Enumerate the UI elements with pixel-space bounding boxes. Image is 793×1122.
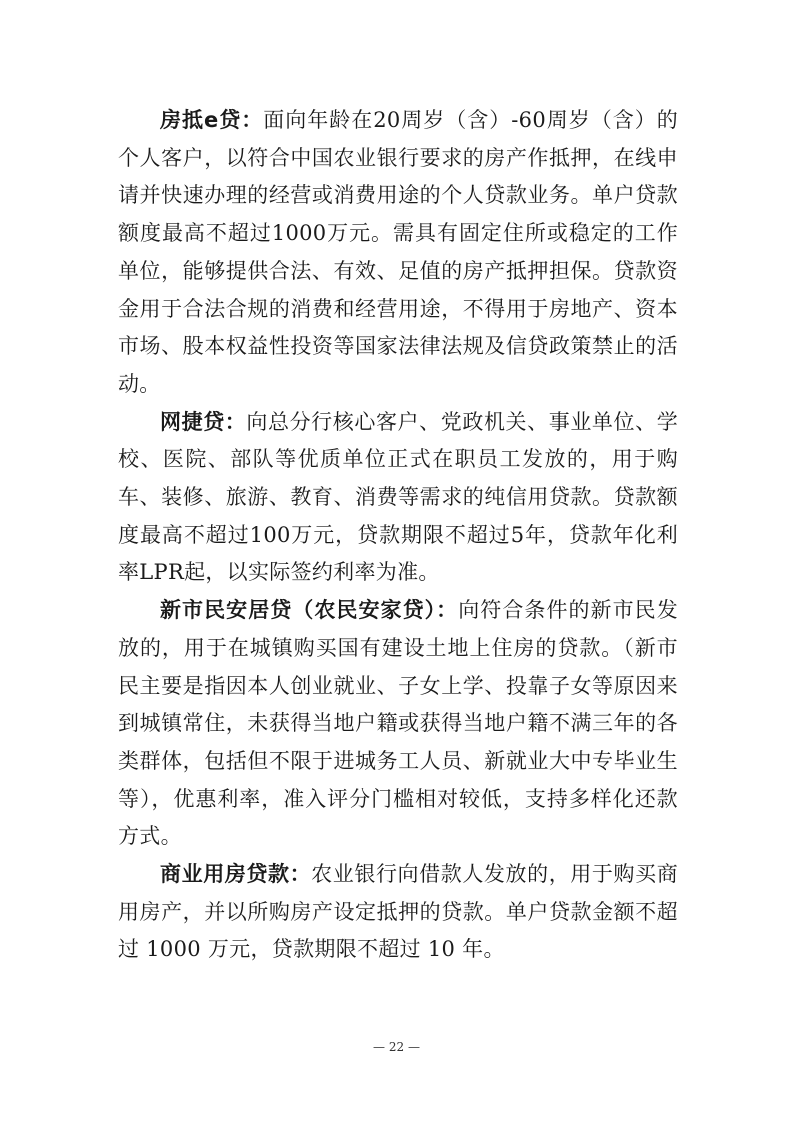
product-description: 向总分行核心客户、党政机关、事业单位、学校、医院、部队等优质单位正式在职员工发放的，用于购车、装修、旅游、教育、消费等需求的纯信用贷款。贷款额度最高不超过100万元，贷款期限不超过5年，贷款年化利率LPR起，以实际签约利率为准。 xyxy=(118,409,679,585)
product-paragraph-wangjie-dai xyxy=(118,404,678,593)
product-description: 向符合条件的新市民发放的，用于在城镇购买国有建设土地上住房的贷款。（新市民主要是指因本人创业就业、子女上学、投靠子女等原因来到城镇常住，未获得当地户籍或获得当地户籍不满三年的各类群体，包括但不限于进城务工人员、新就业大中专毕业生等），优惠利率，准入评分门槛相对较低，支持多样化还款方式。 xyxy=(118,598,679,849)
document-body xyxy=(118,102,678,969)
product-term: 新市民安居贷（农民安家贷）： xyxy=(160,598,459,623)
product-description: 面向年龄在20周岁（含）-60周岁（含）的个人客户，以符合中国农业银行要求的房产作抵押，在线申请并快速办理的经营或消费用途的个人贷款业务。单户贷款额度最高不超过1000万元。需具有固定住所或稳定的工作单位，能够提供合法、有效、足值的房产抵押担保。贷款资金用于合法合规的消费和经营用途，不得用于房地产、资本市场、股本权益性投资等国家法律法规及信贷政策禁止的活动。 xyxy=(118,108,678,396)
product-paragraph-shangye-yongfang-daikuan xyxy=(118,856,678,969)
product-paragraph-fangdi-e-dai xyxy=(118,102,678,404)
product-paragraph-xinshimin-anju-dai xyxy=(118,592,678,856)
product-description: 农业银行向借款人发放的，用于购买商用房产，并以所购房产设定抵押的贷款。单户贷款金额不超过 1000 万元，贷款期限不超过 10 年。 xyxy=(118,862,678,962)
product-term: 商业用房贷款： xyxy=(160,862,312,887)
product-term: 网捷贷： xyxy=(160,409,247,434)
product-term: 房抵e贷： xyxy=(160,108,264,132)
page-number: — 22 — xyxy=(373,1040,420,1054)
